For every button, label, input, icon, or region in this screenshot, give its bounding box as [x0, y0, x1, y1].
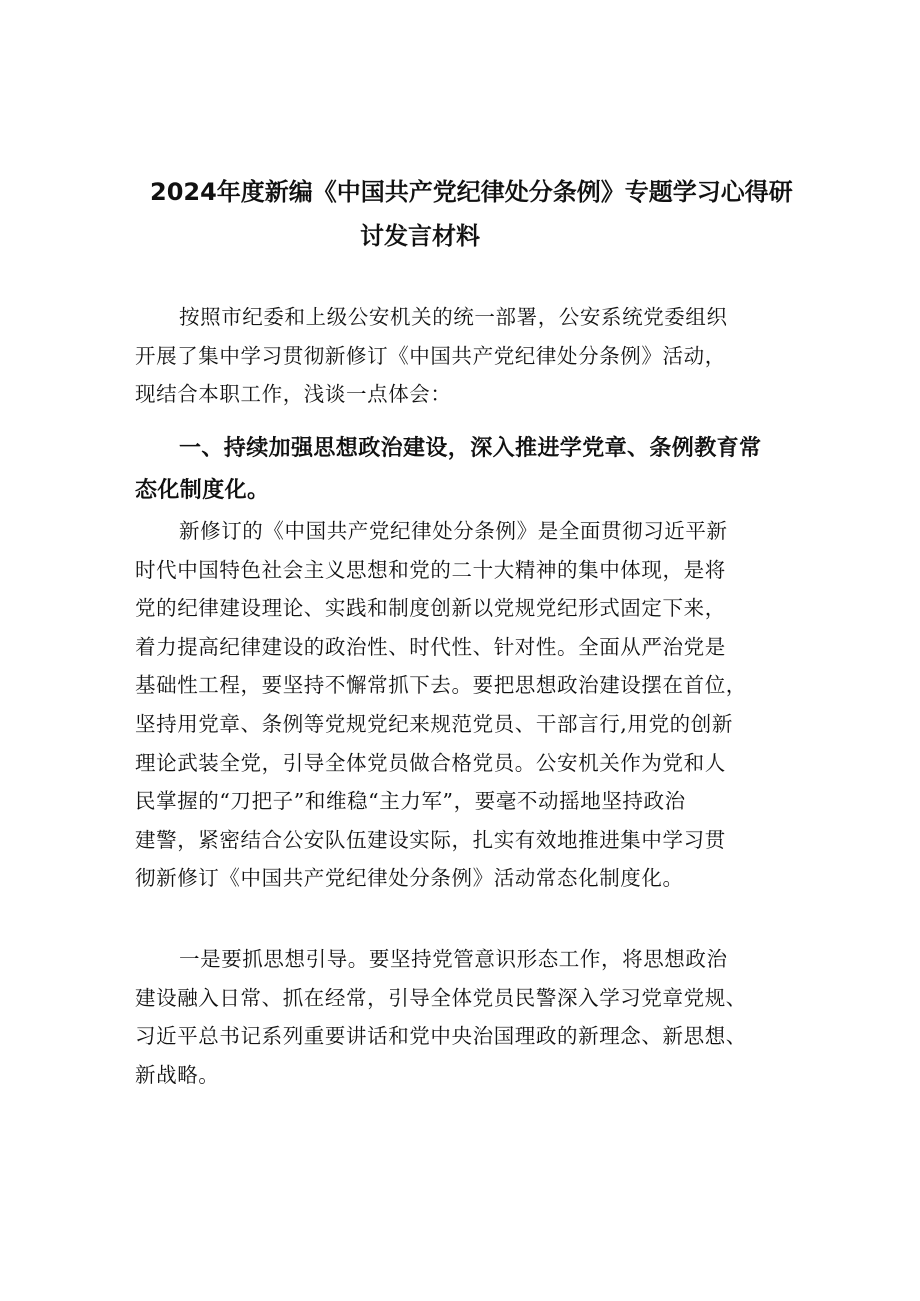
paragraph-line: 着力提高纪律建设的政治性、时代性、针对性。全面从严治党是	[135, 634, 726, 659]
body-paragraph	[135, 512, 795, 898]
paragraph-line: 现结合本职工作，浅谈一点体会：	[135, 382, 452, 407]
heading-line: 一、持续加强思想政治建设，深入推进学党章、条例教育常	[179, 436, 762, 461]
paragraph-line: 开展了集中学习贯彻新修订《中国共产党纪律处分条例》活动，	[135, 343, 726, 368]
heading-line: 态化制度化。	[135, 478, 270, 503]
paragraph-line: 新战略。	[135, 1062, 220, 1087]
intro-paragraph	[135, 298, 795, 414]
section-heading	[135, 428, 795, 512]
paragraph-line: 基础性工程，要坚持不懈常抓下去。要把思想政治建设摆在首位，	[135, 673, 747, 698]
paragraph-line: 建警，紧密结合公安队伍建设实际，扎实有效地推进集中学习贯	[135, 827, 726, 852]
paragraph-line: 建设融入日常、抓在经常，引导全体党员民警深入学习党章党规、	[135, 985, 747, 1010]
paragraph-line: 一是要抓思想引导。要坚持党管意识形态工作，将思想政治	[179, 947, 728, 971]
title-line: 2024年度新编《中国共产党纪律处分条例》专题学习心得研	[150, 178, 793, 206]
title-line: 讨发言材料	[360, 222, 480, 250]
paragraph-line: 党的纪律建设理论、实践和制度创新以党规党纪形式固定下来，	[135, 596, 726, 621]
document-title	[150, 170, 800, 258]
paragraph-line: 理论武装全党，引导全体党员做合格党员。公安机关作为党和人	[135, 750, 726, 775]
paragraph-line: 按照市纪委和上级公安机关的统一部署，公安系统党委组织	[179, 305, 728, 329]
paragraph-line: 坚持用党章、条例等党规党纪来规范党员、干部言行,用党的创新	[135, 711, 733, 736]
paragraph-line: 习近平总书记系列重要讲话和党中央治国理政的新理念、新思想、	[135, 1024, 747, 1049]
paragraph-line: 时代中国特色社会主义思想和党的二十大精神的集中体现，是将	[135, 557, 726, 582]
paragraph-line: 彻新修订《中国共产党纪律处分条例》活动常态化制度化。	[135, 866, 684, 891]
paragraph-line: 新修订的《中国共产党纪律处分条例》是全面贯彻习近平新	[179, 519, 728, 543]
paragraph-line: 民掌握的“刀把子”和维稳“主力军”，要毫不动摇地坚持政治	[135, 789, 686, 814]
body-paragraph	[135, 940, 795, 1094]
